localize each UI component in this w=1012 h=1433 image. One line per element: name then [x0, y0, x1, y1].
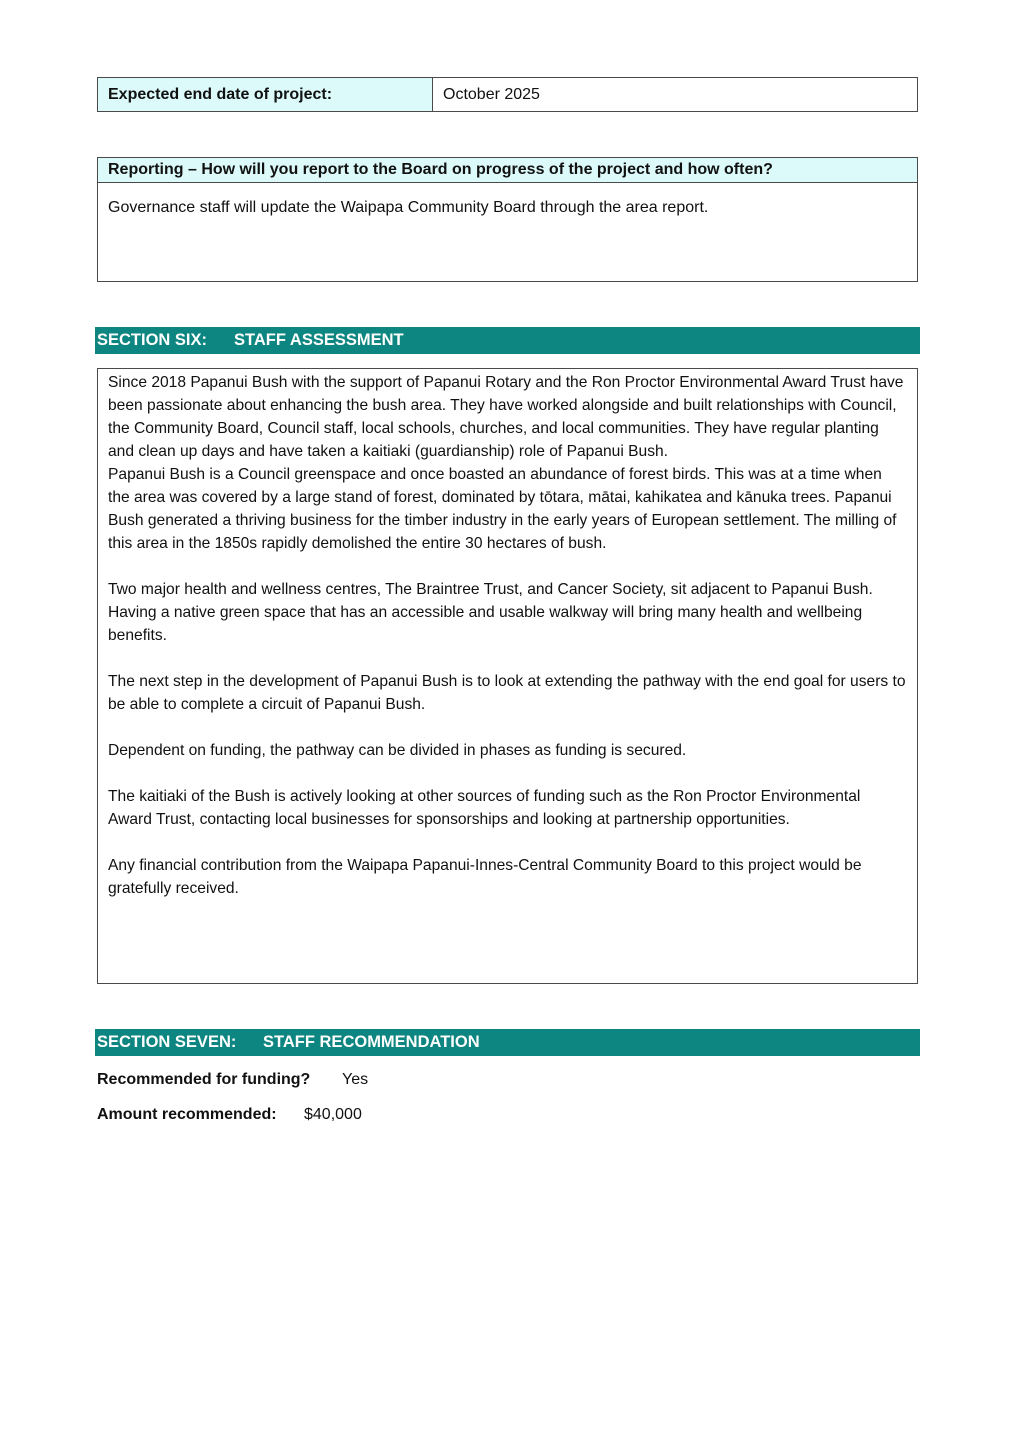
assessment-paragraph: Two major health and wellness centres, The Braintree Trust, and Cancer Society, sit adjacent to Papanui Bush. Having a native green space that has an accessible and usable walkway will bring many health and wellbeing benefits. — [108, 581, 873, 644]
staff-assessment-box — [97, 368, 918, 984]
reporting-answer: Governance staff will update the Waipapa Community Board through the area report. — [108, 199, 709, 216]
recommended-for-funding — [97, 1071, 368, 1089]
assessment-paragraph: The next step in the development of Papanui Bush is to look at extending the pathway with the end goal for users to be able to complete a circuit of Papanui Bush. — [108, 673, 906, 713]
assessment-paragraph: Dependent on funding, the pathway can be divided in phases as funding is secured. — [108, 742, 687, 759]
assessment-paragraph: The kaitiaki of the Bush is actively looking at other sources of funding such as the Ron Proctor Environmental Award Trust, contacting local businesses for sponsorships and looking at partnership opportunities. — [108, 788, 861, 828]
section-seven-title: STAFF RECOMMENDATION — [263, 1033, 480, 1051]
reporting-table — [97, 157, 918, 282]
reporting-question: Reporting – How will you report to the Board on progress of the project and how often? — [98, 158, 917, 183]
funding-value: Yes — [342, 1071, 369, 1088]
end-date-label: Expected end date of project: — [98, 78, 433, 111]
assessment-paragraph: Since 2018 Papanui Bush with the support of Papanui Rotary and the Ron Proctor Environmental Award Trust have been passionate about enhancing the bush area. They have worked alongside and built relationships with Council, the Community Board, Council staff, local schools, churches, and local communities. They have regular planting and clean up days and have taken a kaitiaki (guardianship) role of Papanui Bush. — [108, 374, 904, 460]
section-six-header — [95, 327, 920, 354]
section-seven-number: SECTION SEVEN: — [97, 1033, 237, 1051]
end-date-table — [97, 77, 918, 112]
assessment-paragraph: Papanui Bush is a Council greenspace and once boasted an abundance of forest birds. This was at a time when the area was covered by a large stand of forest, dominated by tōtara, mātai, kahikatea and kānuka trees. Papanui Bush generated a thriving business for the timber industry in the early years of European settlement. The milling of this area in the 1850s rapidly demolished the entire 30 hectares of bush. — [108, 466, 897, 552]
end-date-value: October 2025 — [443, 85, 540, 103]
amount-value: $40,000 — [304, 1106, 362, 1123]
section-six-title: STAFF ASSESSMENT — [234, 331, 404, 349]
amount-label: Amount recommended: — [97, 1106, 277, 1123]
funding-label: Recommended for funding? — [97, 1071, 311, 1088]
section-seven-header — [95, 1029, 920, 1056]
section-six-number: SECTION SIX: — [97, 331, 208, 349]
amount-recommended — [97, 1106, 362, 1124]
assessment-paragraph: Any financial contribution from the Waipapa Papanui-Innes-Central Community Board to this project would be gratefully received. — [108, 857, 862, 897]
